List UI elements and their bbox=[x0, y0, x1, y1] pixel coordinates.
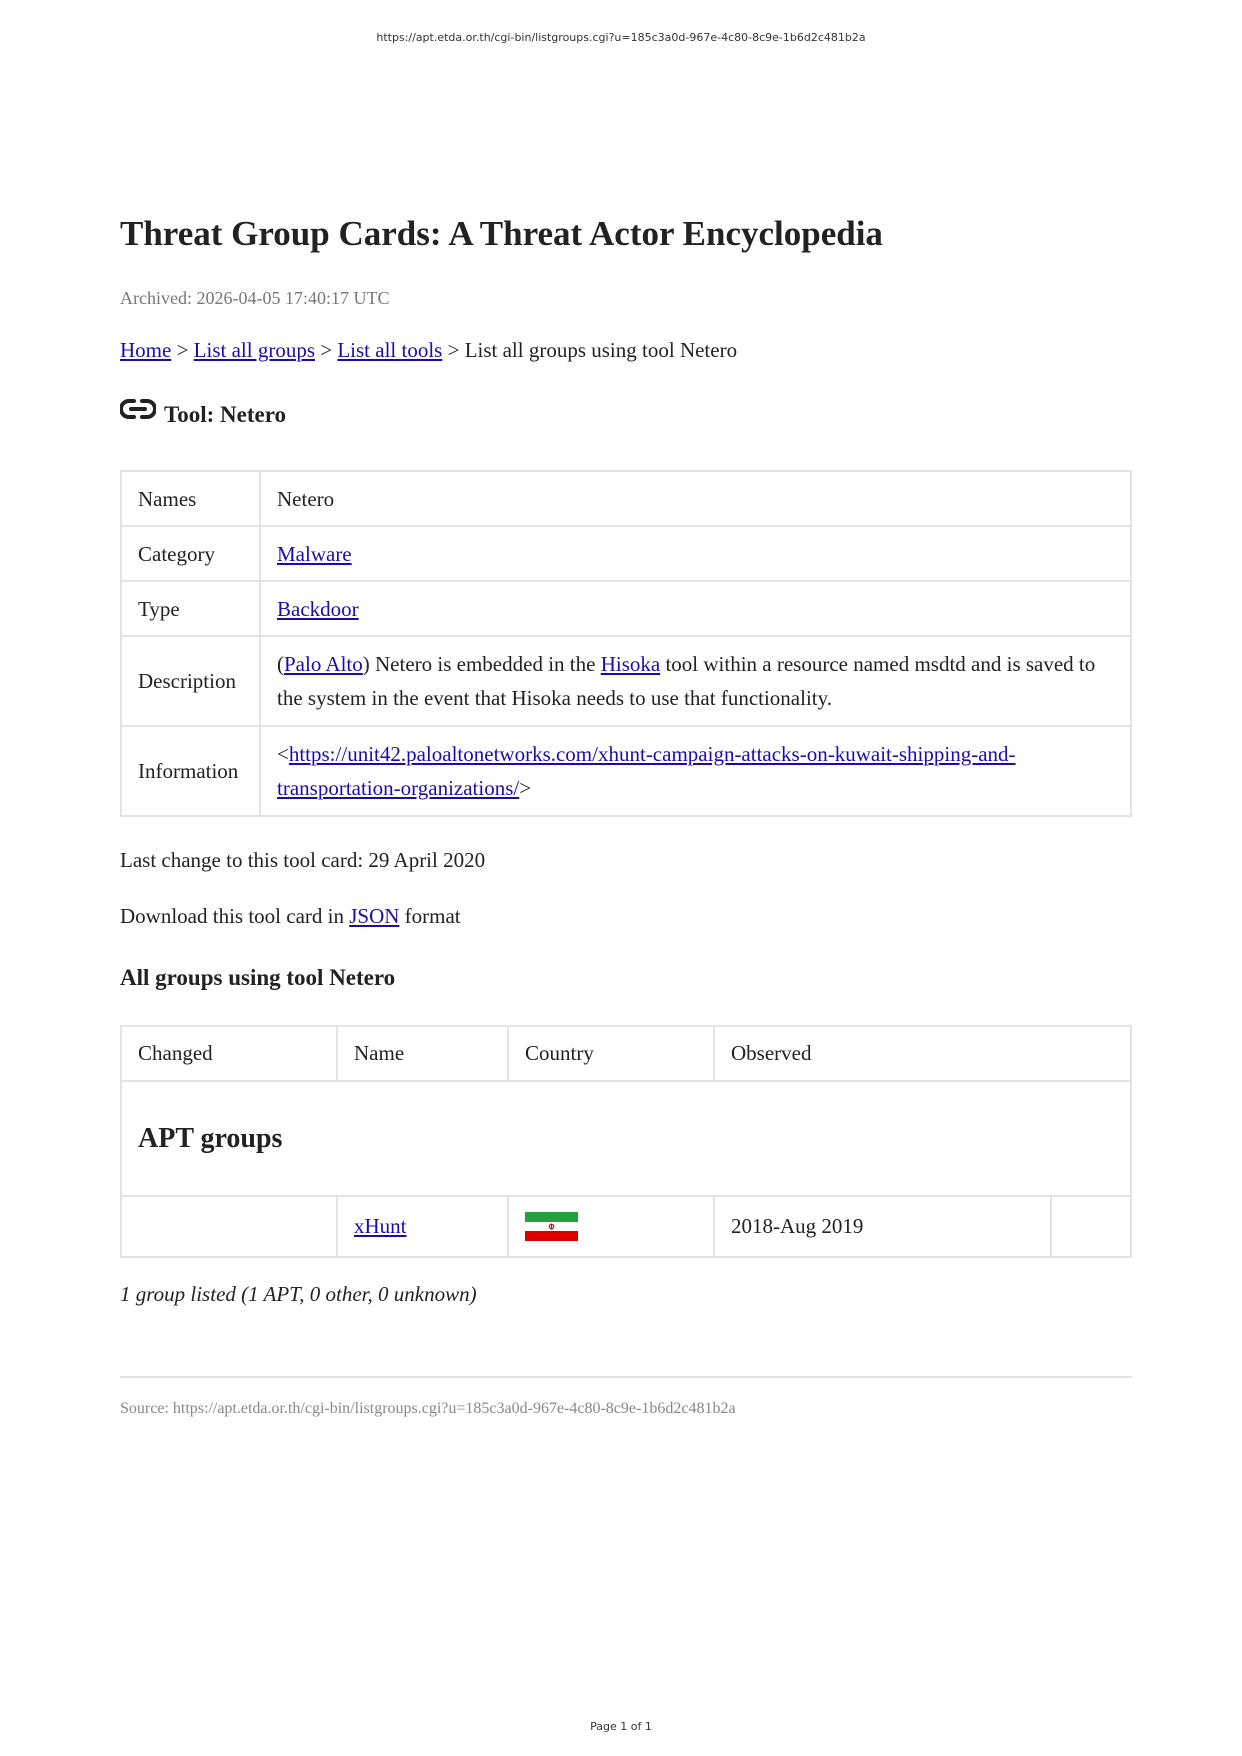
groups-summary: 1 group listed (1 APT, 0 other, 0 unknown) bbox=[120, 1282, 477, 1306]
tool-heading bbox=[120, 402, 286, 428]
names-value: Netero bbox=[260, 471, 1131, 526]
breadcrumb-home-link[interactable]: Home bbox=[120, 338, 172, 362]
column-header-changed: Changed bbox=[121, 1026, 337, 1081]
tool-info-table bbox=[120, 470, 1132, 817]
xhunt-group-link[interactable]: xHunt bbox=[354, 1214, 407, 1238]
download-line bbox=[120, 904, 461, 929]
source-url: Source: https://apt.etda.or.th/cgi-bin/listgroups.cgi?u=185c3a0d-967e-4c80-8c9e-1b6d2c481b2a bbox=[120, 1400, 736, 1417]
download-prefix: Download this tool card in bbox=[120, 904, 350, 928]
tool-heading-text: Tool: Netero bbox=[164, 402, 287, 427]
type-value bbox=[260, 581, 1131, 636]
groups-table bbox=[120, 1025, 1132, 1258]
category-value bbox=[260, 526, 1131, 581]
breadcrumb-separator: > bbox=[442, 338, 465, 362]
tool-info-row-description bbox=[121, 636, 1131, 726]
information-gt: > bbox=[519, 776, 532, 800]
column-header-observed: Observed bbox=[714, 1026, 1131, 1081]
description-open-paren: ( bbox=[277, 652, 284, 676]
download-suffix: format bbox=[399, 904, 461, 928]
palo-alto-source-link[interactable]: Palo Alto bbox=[284, 652, 363, 676]
group-name-cell bbox=[337, 1196, 508, 1257]
tool-info-row-category bbox=[121, 526, 1131, 581]
tool-info-row-names bbox=[121, 471, 1131, 526]
breadcrumb-separator: > bbox=[171, 338, 194, 362]
apt-groups-section-title: APT groups bbox=[121, 1081, 1131, 1196]
table-row bbox=[121, 1196, 1131, 1257]
column-header-name: Name bbox=[337, 1026, 508, 1081]
breadcrumb-list-tools-link[interactable]: List all tools bbox=[337, 338, 443, 362]
description-text: ) Netero is embedded in the bbox=[362, 652, 601, 676]
tool-info-row-information bbox=[121, 726, 1131, 816]
unit42-article-link[interactable]: https://unit42.paloaltonetworks.com/xhunt-campaign-attacks-on-kuwait-shipping-and-transportation-organizations/ bbox=[277, 742, 1016, 800]
information-label: Information bbox=[121, 726, 260, 816]
group-country-cell bbox=[508, 1196, 714, 1257]
apt-groups-section-row bbox=[121, 1081, 1131, 1196]
hisoka-tool-link[interactable]: Hisoka bbox=[600, 652, 661, 676]
json-download-link[interactable]: JSON bbox=[349, 904, 400, 928]
description-text: tool within a resource named msdtd and is saved to the system in the event that Hisoka needs to use that functionality. bbox=[277, 652, 1096, 710]
description-label: Description bbox=[121, 636, 260, 726]
page-title: Threat Group Cards: A Threat Actor Encyclopedia bbox=[120, 214, 883, 253]
description-value bbox=[260, 636, 1131, 726]
breadcrumb bbox=[120, 338, 737, 363]
breadcrumb-list-groups-link[interactable]: List all groups bbox=[193, 338, 315, 362]
type-backdoor-link[interactable]: Backdoor bbox=[277, 596, 359, 621]
link-icon bbox=[120, 396, 156, 422]
breadcrumb-separator: > bbox=[315, 338, 338, 362]
group-changed-cell bbox=[121, 1196, 337, 1257]
last-change-text: Last change to this tool card: 29 April 2020 bbox=[120, 848, 486, 872]
type-label: Type bbox=[121, 581, 260, 636]
print-header-url: https://apt.etda.or.th/cgi-bin/listgroups.cgi?u=185c3a0d-967e-4c80-8c9e-1b6d2c481b2a bbox=[376, 31, 866, 44]
groups-table-header bbox=[121, 1026, 1131, 1081]
divider bbox=[120, 1376, 1132, 1378]
print-footer-page-number: Page 1 of 1 bbox=[590, 1720, 652, 1733]
archived-timestamp: Archived: 2026-04-05 17:40:17 UTC bbox=[120, 288, 390, 308]
breadcrumb-current: List all groups using tool Netero bbox=[464, 338, 738, 362]
information-value bbox=[260, 726, 1131, 816]
group-observed-cell: 2018-Aug 2019 bbox=[714, 1196, 1051, 1257]
information-lt: < bbox=[277, 742, 289, 766]
category-malware-link[interactable]: Malware bbox=[277, 541, 352, 566]
group-extra-cell bbox=[1051, 1196, 1131, 1257]
column-header-country: Country bbox=[508, 1026, 714, 1081]
groups-heading: All groups using tool Netero bbox=[120, 965, 396, 990]
tool-info-row-type bbox=[121, 581, 1131, 636]
category-label: Category bbox=[121, 526, 260, 581]
iran-flag-icon bbox=[525, 1212, 578, 1241]
names-label: Names bbox=[121, 471, 260, 526]
